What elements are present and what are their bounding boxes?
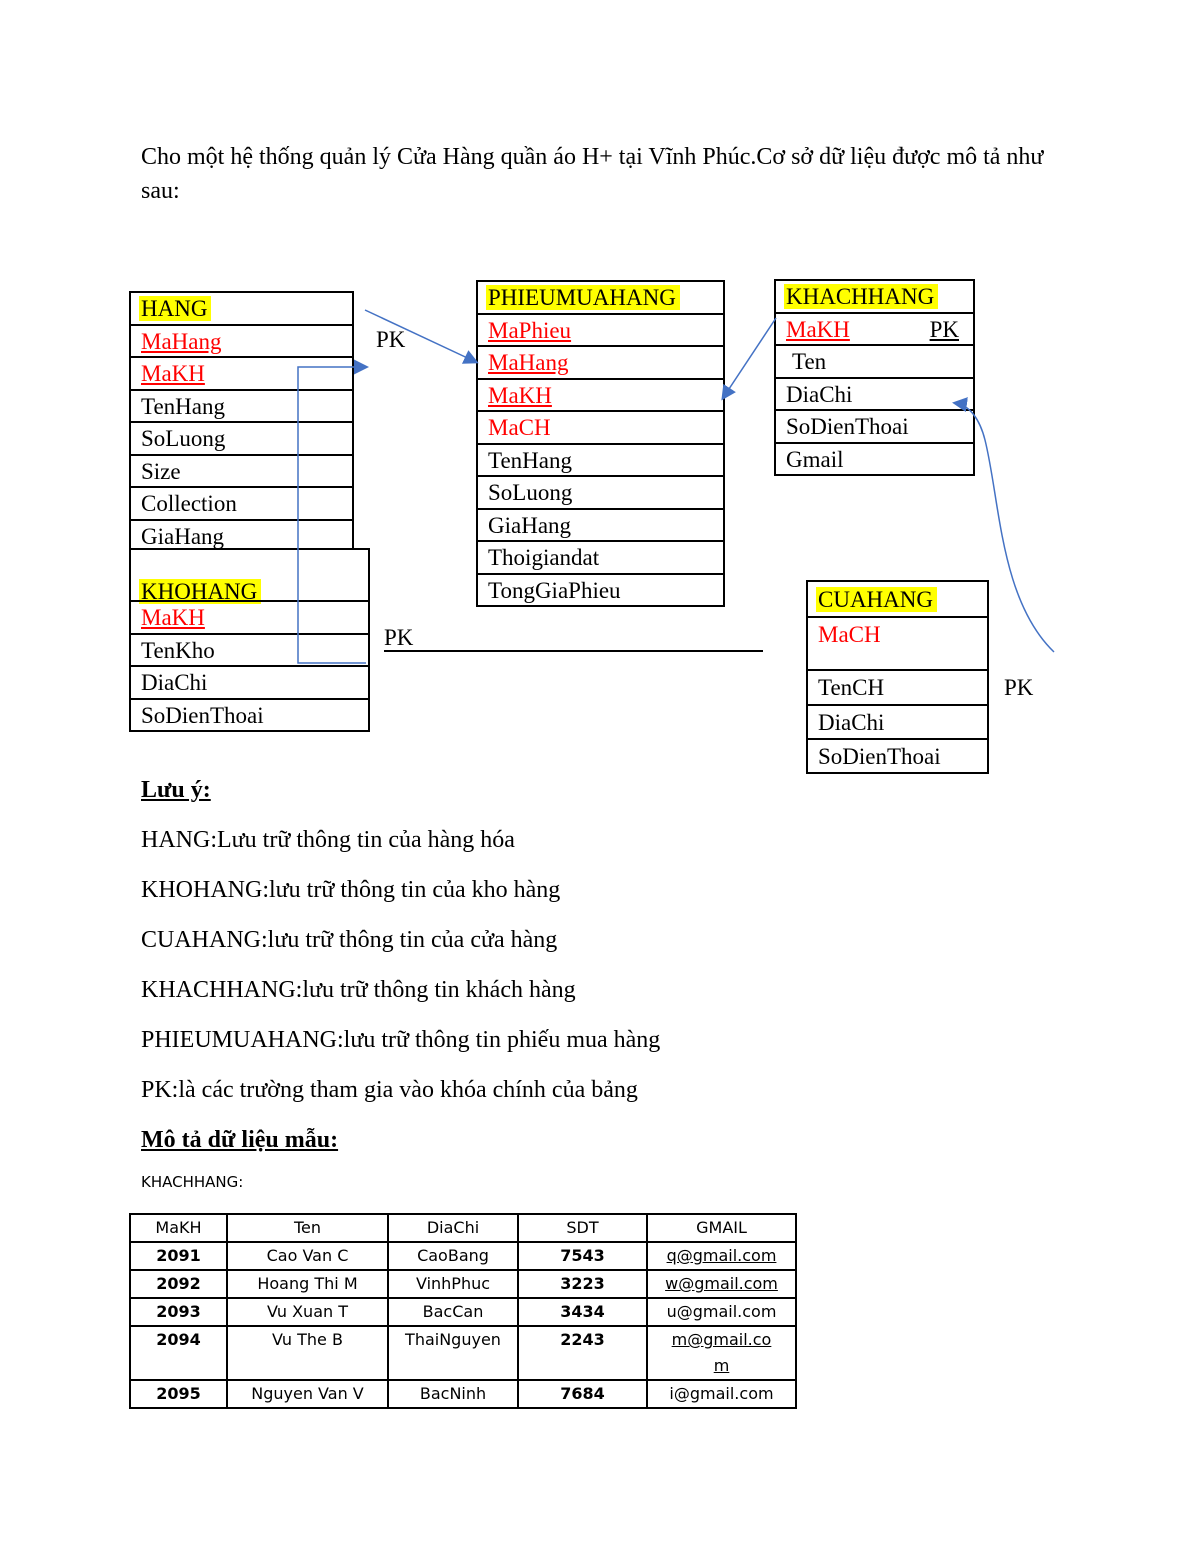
notes-section <box>141 770 660 1170</box>
field-tench: TenCH <box>808 669 987 704</box>
field-mach: MaCH <box>478 410 723 443</box>
cell-makh: 2091 <box>130 1242 227 1270</box>
cell-diachi: CaoBang <box>388 1242 518 1270</box>
cell-sdt: 7684 <box>518 1380 647 1408</box>
cell-gmail: u@gmail.com <box>647 1298 796 1326</box>
field-mahang: MaHang <box>131 324 352 357</box>
entity-title: KHACHHANG <box>776 281 973 312</box>
cell-ten: Vu The B <box>227 1326 388 1380</box>
note-line: KHOHANG:lưu trữ thông tin của kho hàng <box>141 877 561 903</box>
field-sodienthoai: SoDienThoai <box>808 738 987 772</box>
cell-gmail: i@gmail.com <box>647 1380 796 1408</box>
field-tenkho: TenKho <box>131 633 368 666</box>
col-gmail: GMAIL <box>647 1214 796 1242</box>
col-diachi: DiaChi <box>388 1214 518 1242</box>
table-row <box>130 1270 796 1298</box>
sample-caption: KHACHHANG: <box>141 1173 244 1191</box>
cell-ten: Vu Xuan T <box>227 1298 388 1326</box>
cell-diachi: ThaiNguyen <box>388 1326 518 1380</box>
notes-heading: Lưu ý: <box>141 777 211 803</box>
field-makh: MaKH PK <box>776 312 973 345</box>
field-ten: Ten <box>776 344 973 377</box>
entity-title: HANG <box>131 293 352 324</box>
field-soluong: SoLuong <box>478 475 723 508</box>
col-sdt: SDT <box>518 1214 647 1242</box>
note-line: PHIEUMUAHANG:lưu trữ thông tin phiếu mua hàng <box>141 1027 661 1053</box>
cell-diachi: BacCan <box>388 1298 518 1326</box>
field-sodienthoai: SoDienThoai <box>131 698 368 731</box>
table-row <box>130 1380 796 1408</box>
table-row <box>130 1242 796 1270</box>
cell-sdt: 3434 <box>518 1298 647 1326</box>
field-soluong: SoLuong <box>131 421 352 454</box>
field-diachi: DiaChi <box>776 377 973 410</box>
connector-khohang-hang <box>298 367 366 663</box>
cell-gmail[interactable]: q@gmail.com <box>647 1242 796 1270</box>
pk-label-hang: PK <box>376 327 406 352</box>
sample-heading: Mô tả dữ liệu mẫu: <box>141 1127 339 1153</box>
field-mach: MaCH <box>808 616 987 669</box>
arrow-cuahang-to-khachhang <box>955 403 1054 652</box>
pk-label: PK <box>929 316 959 342</box>
col-ten: Ten <box>227 1214 388 1242</box>
cell-makh: 2095 <box>130 1380 227 1408</box>
table-header-row <box>130 1214 796 1242</box>
cell-diachi: VinhPhuc <box>388 1270 518 1298</box>
cell-makh: 2093 <box>130 1298 227 1326</box>
cell-gmail[interactable]: m@gmail.com <box>647 1326 796 1380</box>
note-line: PK:là các trường tham gia vào khóa chính của bảng <box>141 1077 638 1103</box>
field-tenhang: TenHang <box>131 389 352 422</box>
field-maphieu: MaPhieu <box>478 313 723 346</box>
cell-sdt: 7543 <box>518 1242 647 1270</box>
field-mahang: MaHang <box>478 345 723 378</box>
intro-text: Cho một hệ thống quản lý Cửa Hàng quần áo H+ tại Vĩnh Phúc.Cơ sở dữ liệu được mô tả như sau: <box>141 144 1044 204</box>
cell-makh: 2094 <box>130 1326 227 1380</box>
cell-sdt: 3223 <box>518 1270 647 1298</box>
field-makh: MaKH <box>478 378 723 411</box>
table-row <box>130 1298 796 1326</box>
sample-table <box>129 1213 797 1409</box>
cell-ten: Cao Van C <box>227 1242 388 1270</box>
cell-gmail[interactable]: w@gmail.com <box>647 1270 796 1298</box>
cell-sdt: 2243 <box>518 1326 647 1380</box>
pk-label-khohang: PK <box>384 625 414 650</box>
field-giahang: GiaHang <box>478 508 723 541</box>
field-gmail: Gmail <box>776 442 973 475</box>
field-tenhang: TenHang <box>478 443 723 476</box>
col-makh: MaKH <box>130 1214 227 1242</box>
arrow-hang-to-phieu <box>365 310 476 362</box>
field-collection: Collection <box>131 486 352 519</box>
field-diachi: DiaChi <box>131 665 368 698</box>
cell-ten: Nguyen Van V <box>227 1380 388 1408</box>
field-tonggiaphieu: TongGiaPhieu <box>478 573 723 606</box>
field-thoigiandat: Thoigiandat <box>478 540 723 573</box>
entity-title: PHIEUMUAHANG <box>478 282 723 313</box>
note-line: HANG:Lưu trữ thông tin của hàng hóa <box>141 827 515 853</box>
arrow-khachhang-to-phieu <box>723 318 776 398</box>
entity-title: CUAHANG <box>808 582 987 616</box>
entity-title: KHOHANG <box>131 550 368 600</box>
table-row <box>130 1326 796 1380</box>
pk-label-cuahang: PK <box>1004 675 1034 700</box>
field-sodienthoai: SoDienThoai <box>776 409 973 442</box>
field-giahang: GiaHang <box>131 519 352 552</box>
cell-makh: 2092 <box>130 1270 227 1298</box>
field-makh: MaKH <box>131 356 352 389</box>
note-line: KHACHHANG:lưu trữ thông tin khách hàng <box>141 977 576 1003</box>
cell-ten: Hoang Thi M <box>227 1270 388 1298</box>
field-diachi: DiaChi <box>808 704 987 738</box>
cell-diachi: BacNinh <box>388 1380 518 1408</box>
field-makh: MaKH <box>131 600 368 633</box>
field-size: Size <box>131 454 352 487</box>
note-line: CUAHANG:lưu trữ thông tin của cửa hàng <box>141 927 558 953</box>
